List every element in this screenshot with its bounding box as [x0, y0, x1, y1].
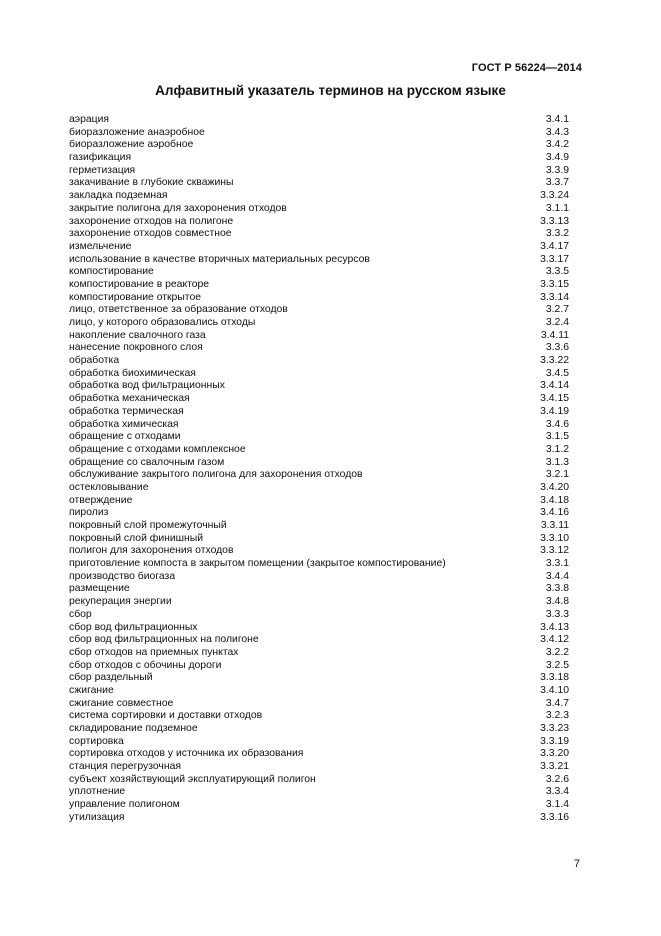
list-item — [69, 698, 569, 711]
index-term: размещение — [69, 583, 130, 595]
index-term: сбор отходов с обочины дороги — [69, 659, 222, 671]
index-section-ref: 3.4.5 — [545, 367, 569, 379]
index-term: пиролиз — [69, 507, 109, 519]
index-section-ref: 3.3.1 — [545, 558, 569, 570]
index-term: система сортировки и доставки отходов — [69, 710, 263, 722]
index-section-ref: 3.4.12 — [540, 634, 569, 646]
index-section-ref: 3.3.19 — [540, 735, 569, 747]
list-item — [69, 583, 569, 596]
index-section-ref: 3.3.10 — [540, 532, 569, 544]
list-item — [69, 634, 569, 647]
index-term: компостирование открытое — [69, 291, 201, 303]
index-section-ref: 3.4.17 — [540, 240, 569, 252]
index-term: сортировка отходов у источника их образования — [69, 748, 304, 760]
index-term: аэрация — [69, 114, 110, 125]
list-item — [69, 431, 569, 444]
index-term: производство биогаза — [69, 570, 176, 582]
index-section-ref: 3.4.9 — [545, 152, 569, 164]
list-item — [69, 127, 569, 140]
index-section-ref: 3.2.1 — [545, 469, 569, 481]
index-term: обращение с отходами комплексное — [69, 443, 246, 455]
list-item — [69, 380, 569, 393]
index-section-ref: 3.4.19 — [540, 405, 569, 417]
index-section-ref: 3.3.23 — [540, 723, 569, 734]
index-term: использование в качестве вторичных материальных ресурсов — [69, 253, 370, 265]
list-item — [69, 520, 569, 533]
list-item — [69, 660, 569, 673]
list-item — [69, 457, 569, 470]
list-item — [69, 812, 569, 825]
index-section-ref: 3.3.12 — [540, 545, 569, 557]
list-item — [69, 228, 569, 241]
index-term: обработка механическая — [69, 393, 190, 405]
index-section-ref: 3.4.2 — [545, 139, 569, 151]
index-term: захоронение отходов совместное — [69, 228, 232, 240]
index-section-ref: 3.3.3 — [545, 608, 569, 620]
index-section-ref: 3.3.13 — [540, 215, 569, 227]
list-item — [69, 495, 569, 508]
index-term: субъект хозяйствующий эксплуатирующий полигон — [69, 773, 316, 785]
document-code: ГОСТ Р 56224—2014 — [471, 62, 582, 74]
index-term: утилизация — [69, 811, 125, 823]
list-item — [69, 254, 569, 267]
list-item — [69, 330, 569, 343]
index-section-ref: 3.1.3 — [545, 456, 569, 468]
list-item — [69, 647, 569, 660]
page-title: Алфавитный указатель терминов на русском языке — [155, 83, 506, 98]
index-term: рекуперация энергии — [69, 596, 172, 608]
index-term: накопление свалочного газа — [69, 329, 206, 341]
list-item — [69, 406, 569, 419]
list-item — [69, 558, 569, 571]
list-item — [69, 609, 569, 622]
index-term: сбор отходов на приемных пунктах — [69, 646, 239, 658]
index-term: обращение с отходами — [69, 431, 181, 443]
index-section-ref: 3.4.3 — [545, 126, 569, 138]
list-item — [69, 444, 569, 457]
index-section-ref: 3.1.2 — [545, 443, 569, 455]
index-term: сортировка — [69, 735, 124, 747]
index-term: нанесение покровного слоя — [69, 342, 203, 354]
index-term: сжигание — [69, 684, 114, 696]
list-item — [69, 266, 569, 279]
index-section-ref: 3.3.17 — [540, 253, 569, 265]
index-section-ref: 3.3.18 — [540, 672, 569, 684]
index-term: обработка термическая — [69, 405, 184, 417]
index-section-ref: 3.2.5 — [545, 659, 569, 671]
list-item — [69, 533, 569, 546]
index-section-ref: 3.3.4 — [545, 786, 569, 798]
list-item — [69, 114, 569, 127]
index-section-ref: 3.3.5 — [545, 266, 569, 278]
index-term: управление полигоном — [69, 799, 180, 811]
list-item — [69, 165, 569, 178]
index-term: покровный слой промежуточный — [69, 520, 227, 531]
index-term: станция перегрузочная — [69, 761, 181, 773]
list-item — [69, 190, 569, 203]
list-item — [69, 596, 569, 609]
list-item — [69, 368, 569, 381]
index-term: сбор вод фильтрационных — [69, 621, 198, 633]
index-section-ref: 3.3.20 — [540, 748, 569, 760]
index-section-ref: 3.1.5 — [545, 431, 569, 443]
index-section-ref: 3.4.14 — [540, 380, 569, 392]
list-item — [69, 419, 569, 432]
index-section-ref: 3.4.15 — [540, 393, 569, 405]
list-item — [69, 710, 569, 723]
list-item — [69, 685, 569, 698]
list-item — [69, 571, 569, 584]
index-term: компостирование в реакторе — [69, 278, 210, 290]
index-term: обработка химическая — [69, 418, 179, 430]
index-term: закрытие полигона для захоронения отходов — [69, 202, 287, 214]
list-item — [69, 545, 569, 558]
list-item — [69, 507, 569, 520]
index-term: закачивание в глубокие скважины — [69, 177, 234, 189]
index-section-ref: 3.4.16 — [540, 507, 569, 519]
index-term: покровный слой финишный — [69, 532, 204, 544]
index-term: приготовление компоста в закрытом помещении (закрытое компостирование) — [69, 558, 446, 570]
index-section-ref: 3.4.6 — [545, 418, 569, 430]
index-term: газификация — [69, 152, 132, 164]
list-item — [69, 672, 569, 685]
index-term: закладка подземная — [69, 190, 168, 202]
list-item — [69, 482, 569, 495]
index-term: сжигание совместное — [69, 697, 174, 709]
list-item — [69, 761, 569, 774]
index-term: сбор раздельный — [69, 672, 153, 684]
list-item — [69, 723, 569, 736]
index-term: герметизация — [69, 164, 136, 176]
index-section-ref: 3.4.18 — [540, 494, 569, 506]
index-section-ref: 3.4.11 — [540, 329, 569, 341]
index-section-ref: 3.2.3 — [545, 710, 569, 722]
index-term: биоразложение анаэробное — [69, 126, 205, 138]
list-item — [69, 799, 569, 812]
index-term: компостирование — [69, 266, 154, 278]
index-section-ref: 3.3.16 — [540, 811, 569, 823]
index-term: обслуживание закрытого полигона для захоронения отходов — [69, 469, 363, 481]
index-section-ref: 3.3.22 — [540, 355, 569, 367]
list-item — [69, 355, 569, 368]
index-term: обработка биохимическая — [69, 367, 196, 379]
index-section-ref: 3.4.20 — [540, 481, 569, 493]
index-section-ref: 3.3.24 — [540, 190, 569, 202]
index-section-ref: 3.4.4 — [545, 570, 569, 582]
index-term: лицо, ответственное за образование отходов — [69, 304, 288, 316]
index-term: лицо, у которого образовались отходы — [69, 317, 256, 328]
index-term: обработка вод фильтрационных — [69, 380, 225, 392]
list-item — [69, 304, 569, 317]
list-item — [69, 786, 569, 799]
index-section-ref: 3.3.8 — [545, 583, 569, 595]
index-term: полигон для захоронения отходов — [69, 545, 234, 557]
list-item — [69, 139, 569, 152]
index-section-ref: 3.3.9 — [545, 164, 569, 176]
page-number: 7 — [573, 858, 580, 870]
index-section-ref: 3.3.14 — [540, 291, 569, 303]
index-term: биоразложение аэробное — [69, 139, 194, 151]
index-term: складирование подземное — [69, 723, 198, 734]
index-section-ref: 3.3.21 — [540, 761, 569, 773]
list-item — [69, 203, 569, 216]
index-section-ref: 3.3.15 — [540, 278, 569, 290]
term-index-list — [69, 114, 569, 825]
list-item — [69, 393, 569, 406]
index-section-ref: 3.2.7 — [545, 304, 569, 316]
index-term: отверждение — [69, 494, 133, 506]
index-term: уплотнение — [69, 786, 126, 798]
list-item — [69, 774, 569, 787]
index-section-ref: 3.3.6 — [545, 342, 569, 354]
list-item — [69, 216, 569, 229]
index-section-ref: 3.4.10 — [540, 684, 569, 696]
list-item — [69, 342, 569, 355]
index-section-ref: 3.4.13 — [540, 621, 569, 633]
index-term: измельчение — [69, 240, 132, 252]
index-section-ref: 3.4.1 — [545, 114, 569, 125]
index-section-ref: 3.2.4 — [545, 317, 569, 328]
list-item — [69, 469, 569, 482]
index-section-ref: 3.3.11 — [540, 520, 569, 531]
index-section-ref: 3.2.6 — [545, 773, 569, 785]
list-item — [69, 292, 569, 305]
index-section-ref: 3.3.7 — [545, 177, 569, 189]
index-section-ref: 3.1.4 — [545, 799, 569, 811]
index-section-ref: 3.2.2 — [545, 646, 569, 658]
index-term: сбор вод фильтрационных на полигоне — [69, 634, 259, 646]
list-item — [69, 317, 569, 330]
index-term: захоронение отходов на полигоне — [69, 215, 234, 227]
list-item — [69, 241, 569, 254]
index-section-ref: 3.4.7 — [545, 697, 569, 709]
list-item — [69, 177, 569, 190]
list-item — [69, 152, 569, 165]
index-term: остекловывание — [69, 481, 149, 493]
index-term: сбор — [69, 608, 92, 620]
list-item — [69, 622, 569, 635]
index-section-ref: 3.1.1 — [545, 202, 569, 214]
list-item — [69, 279, 569, 292]
index-term: обращение со свалочным газом — [69, 456, 225, 468]
list-item — [69, 748, 569, 761]
index-section-ref: 3.4.8 — [545, 596, 569, 608]
index-section-ref: 3.3.2 — [545, 228, 569, 240]
index-term: обработка — [69, 355, 120, 367]
list-item — [69, 736, 569, 749]
